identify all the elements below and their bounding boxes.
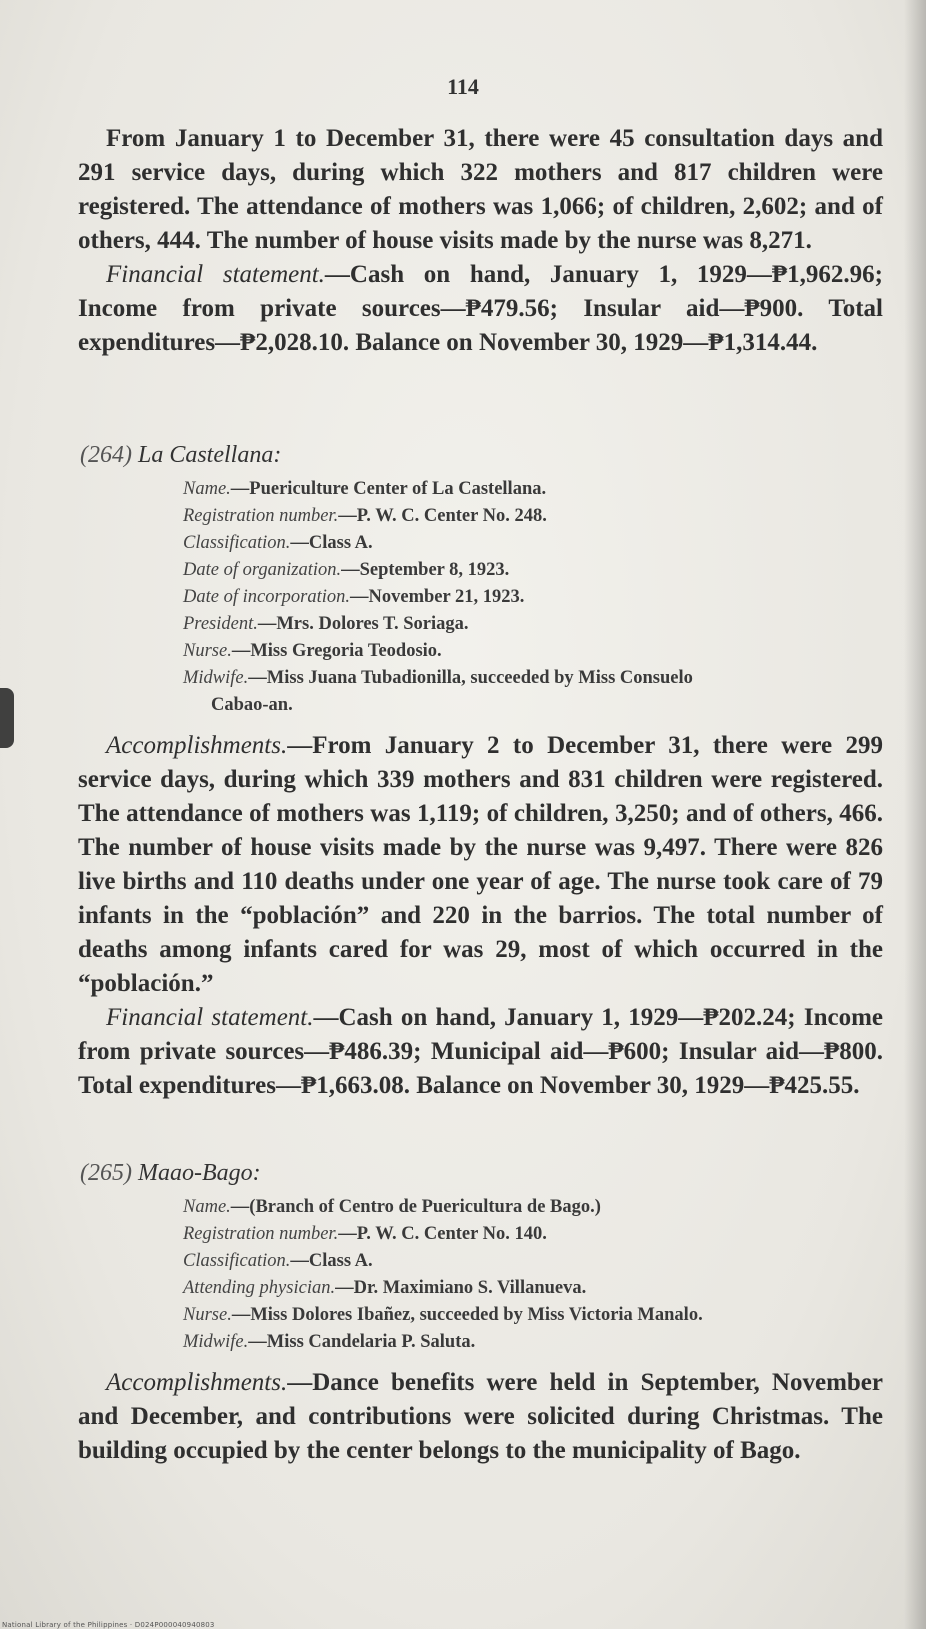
entry-name: Name.—(Branch of Centro de Puericultura de Bago.) <box>183 1197 601 1217</box>
section-265-title: Maao-Bago: <box>137 1160 261 1186</box>
entry-registration: Registration number.—P. W. C. Center No. 140. <box>183 1224 547 1244</box>
entry-midwife: Midwife.—Miss Candelaria P. Saluta. <box>183 1332 476 1352</box>
section-264-entries <box>78 476 883 719</box>
section-264-accomplishments: Accomplishments.—From January 2 to December 31, there were 299 service days, during which 339 mothers and 831 children were registered. The attendance of mothers was 1,119; of children, 3,250; and of others, 466. The number of house visits made by the nurse was 9,497. There were 826 live births and 110 deaths under one year of age. The nurse took care of 79 infants in the “población” and 220 in the barrios. The total number of deaths among infants cared for was 29, most of which occurred in the “población.” <box>78 732 883 997</box>
financial-statement-paragraph <box>78 258 883 360</box>
section-265-accomplishments: Accomplishments.—Dance benefits were held in September, November and December, and contributions were solicited during Christmas. The building occupied by the center belongs to the municipality of Bago. <box>78 1369 883 1464</box>
section-264-financial: Financial statement.—Cash on hand, January 1, 1929—₱202.24; Income from private sources—₱486.39; Municipal aid—₱600; Insular aid—₱800. Total expenditures—₱1,663.08. Balance on November 30, 1929—₱425.55. <box>78 1004 883 1099</box>
section-264-title: La Castellana: <box>137 442 282 468</box>
section-265 <box>78 1158 883 1468</box>
entry-president: President.—Mrs. Dolores T. Soriaga. <box>183 614 469 634</box>
entry-nurse: Nurse.—Miss Dolores Ibañez, succeeded by Miss Victoria Manalo. <box>183 1305 703 1325</box>
entry-midwife: Midwife.—Miss Juana Tubadionilla, succeeded by Miss Consuelo Cabao-an. <box>78 665 883 719</box>
intro-block <box>78 122 883 360</box>
entry-date-incorporation: Date of incorporation.—November 21, 1923. <box>183 587 525 607</box>
binding-mark <box>0 688 14 748</box>
entry-physician: Attending physician.—Dr. Maximiano S. Villanueva. <box>183 1278 587 1298</box>
section-265-heading <box>78 1158 883 1188</box>
entry-name: Name.—Puericulture Center of La Castellana. <box>183 479 547 499</box>
entry-nurse: Nurse.—Miss Gregoria Teodosio. <box>183 641 442 661</box>
section-264-number: (264) <box>80 442 132 468</box>
entry-classification: Classification.—Class A. <box>183 533 373 553</box>
intro-paragraph: From January 1 to December 31, there were 45 consultation days and 291 service days, during which 322 mothers and 817 children were registered. The attendance of mothers was 1,066; of children, 2,602; and of others, 444. The number of house visits made by the nurse was 8,271. <box>78 125 883 254</box>
section-265-number: (265) <box>80 1160 132 1186</box>
footer-credit: National Library of the Philippines · D024P000040940803 <box>2 1621 215 1629</box>
financial-statement-label: Financial statement. <box>106 261 325 288</box>
entry-classification: Classification.—Class A. <box>183 1251 373 1271</box>
entry-registration: Registration number.—P. W. C. Center No. 248. <box>183 506 547 526</box>
entry-date-organization: Date of organization.—September 8, 1923. <box>183 560 510 580</box>
entry-midwife-continuation: Cabao-an. <box>211 695 293 715</box>
page-number: 114 <box>447 74 479 99</box>
financial-statement-text: —Cash on hand, January 1, 1929—₱1,962.96; Income from private sources—₱479.56; Insular aid—₱900. Total expenditures—₱2,028.10. Balance on November 30, 1929—₱1,314.44. <box>78 261 883 356</box>
section-265-entries <box>78 1194 883 1356</box>
section-264-heading <box>78 440 883 470</box>
page-edge-shadow <box>904 0 926 1629</box>
section-264 <box>78 440 883 1103</box>
